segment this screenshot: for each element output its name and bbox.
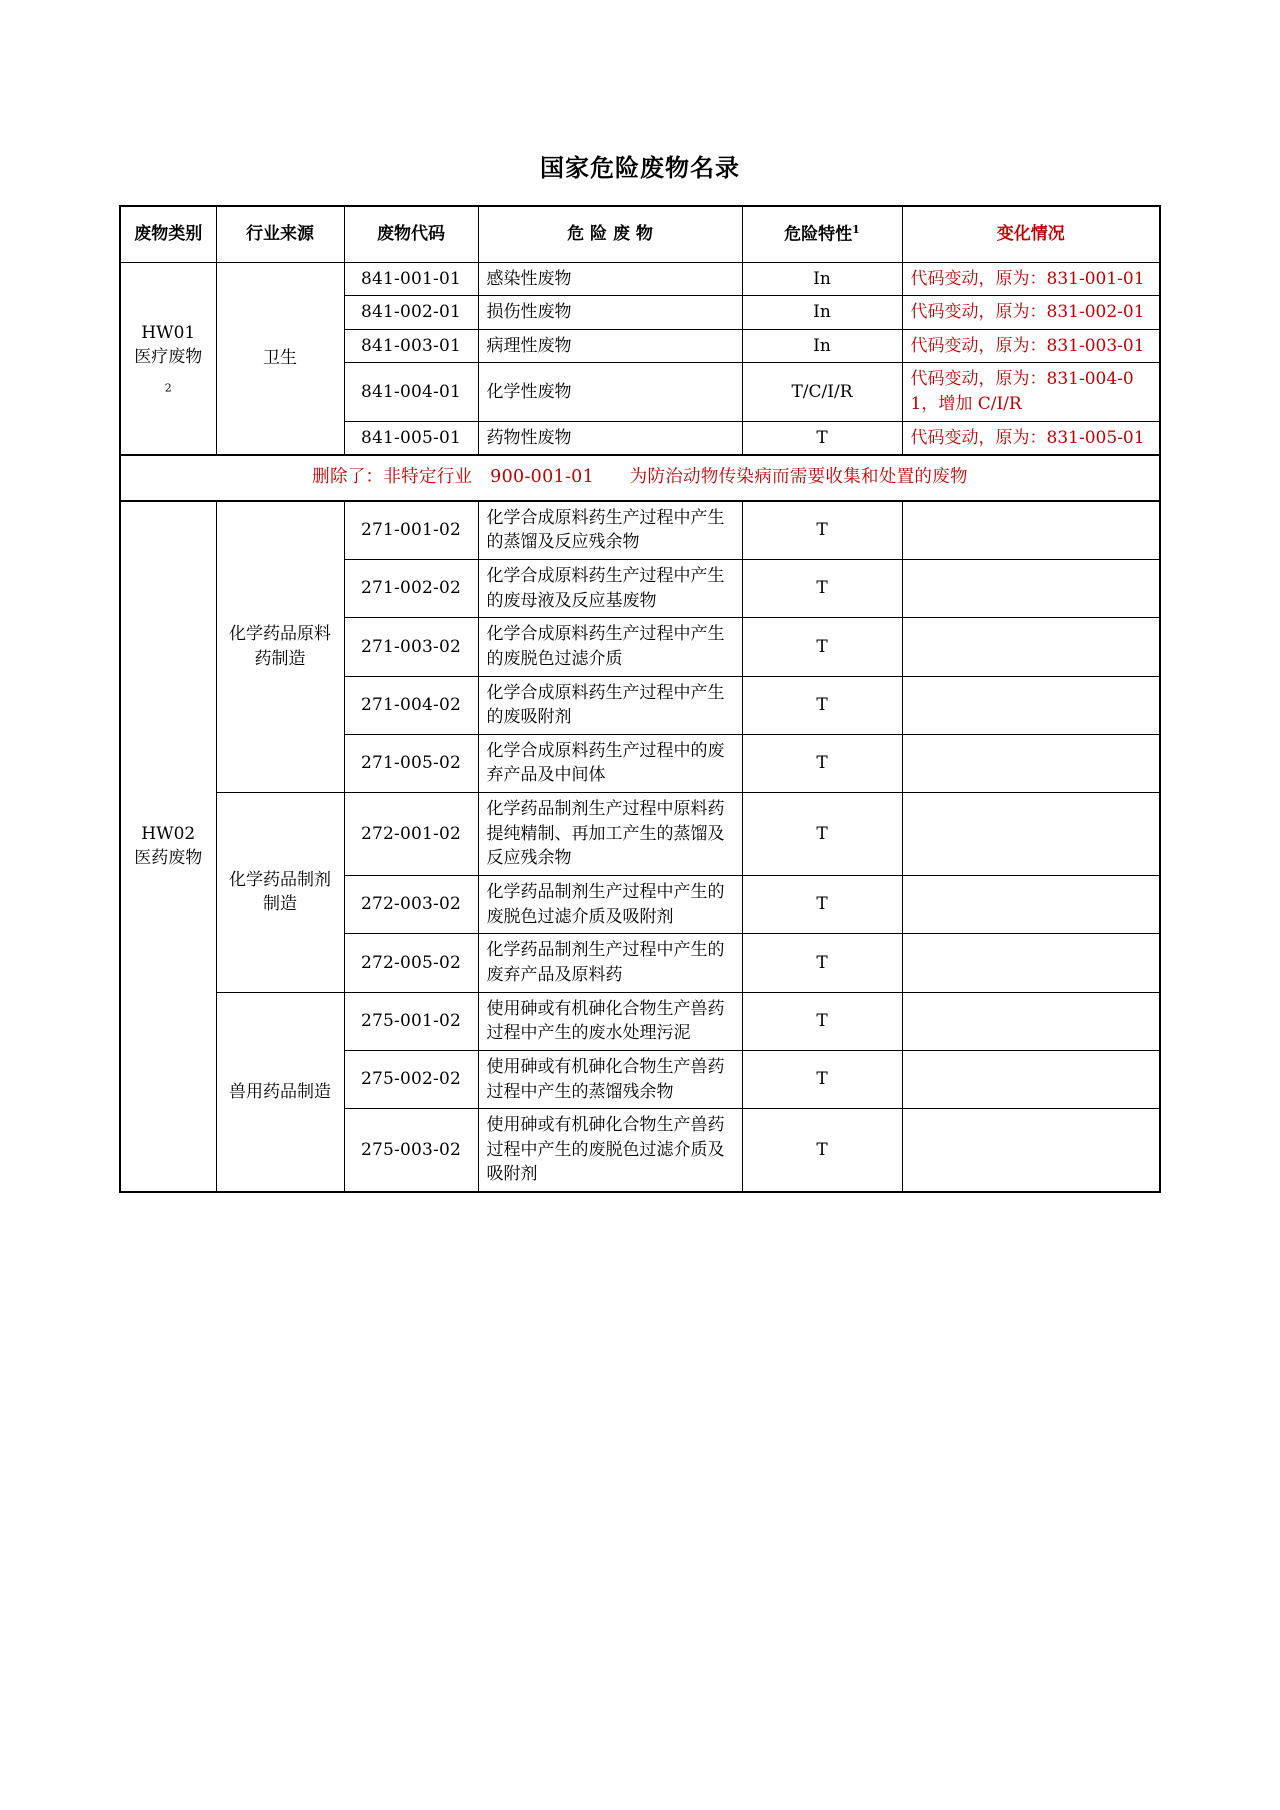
table-row xyxy=(120,262,1160,296)
cell-waste-name: 化学合成原料药生产过程中产生的废脱色过滤介质 xyxy=(478,618,742,676)
cell-code: 275-002-02 xyxy=(344,1050,478,1108)
cell-waste-name: 药物性废物 xyxy=(478,421,742,455)
cell-code: 272-001-02 xyxy=(344,793,478,876)
table-body xyxy=(120,262,1160,1192)
header-row xyxy=(120,206,1160,262)
cell-change xyxy=(902,992,1160,1050)
cell-hazard: T xyxy=(742,934,902,992)
cell-hazard: T xyxy=(742,676,902,734)
cell-change: 代码变动，原为：831-003-01 xyxy=(902,329,1160,363)
cell-waste-name: 使用砷或有机砷化合物生产兽药过程中产生的废水处理污泥 xyxy=(478,992,742,1050)
cell-code: 841-002-01 xyxy=(344,296,478,330)
cell-code: 275-001-02 xyxy=(344,992,478,1050)
cell-source-weisheng: 卫生 xyxy=(216,262,344,455)
cell-code: 271-001-02 xyxy=(344,501,478,560)
category-code: HW01 xyxy=(141,322,196,343)
cell-code: 271-004-02 xyxy=(344,676,478,734)
table-row xyxy=(120,793,1160,876)
cell-hazard: T xyxy=(742,876,902,934)
cell-change: 代码变动，原为：831-004-01，增加 C/I/R xyxy=(902,363,1160,421)
header-industry-source: 行业来源 xyxy=(216,206,344,262)
cell-hazard: In xyxy=(742,329,902,363)
cell-waste-name: 损伤性废物 xyxy=(478,296,742,330)
cell-code: 841-005-01 xyxy=(344,421,478,455)
header-hazardous-waste: 危 险 废 物 xyxy=(478,206,742,262)
cell-code: 841-004-01 xyxy=(344,363,478,421)
cell-hazard: T xyxy=(742,560,902,618)
page-title: 国家危险废物名录 xyxy=(540,154,740,182)
cell-change xyxy=(902,1050,1160,1108)
cell-change: 代码变动，原为：831-001-01 xyxy=(902,262,1160,296)
footnote-marker-1: 1 xyxy=(852,222,860,236)
cell-change xyxy=(902,560,1160,618)
category-code: HW02 xyxy=(141,823,196,844)
cell-hazard: In xyxy=(742,262,902,296)
cell-code: 271-002-02 xyxy=(344,560,478,618)
cell-code: 841-001-01 xyxy=(344,262,478,296)
header-waste-code: 废物代码 xyxy=(344,206,478,262)
cell-hazard: T xyxy=(742,501,902,560)
cell-waste-name: 化学性废物 xyxy=(478,363,742,421)
cell-waste-name: 化学合成原料药生产过程中产生的蒸馏及反应残余物 xyxy=(478,501,742,560)
cell-category-hw01 xyxy=(120,262,216,455)
cell-source-chem-prep xyxy=(216,793,344,992)
cell-code: 271-005-02 xyxy=(344,734,478,792)
table-row xyxy=(120,992,1160,1050)
cell-change xyxy=(902,934,1160,992)
header-changes: 变化情况 xyxy=(902,206,1160,262)
cell-hazard: T xyxy=(742,1109,902,1192)
cell-hazard: T xyxy=(742,992,902,1050)
cell-category-hw02 xyxy=(120,501,216,1192)
cell-waste-name: 化学药品制剂生产过程中产生的废脱色过滤介质及吸附剂 xyxy=(478,876,742,934)
cell-hazard: T xyxy=(742,421,902,455)
cell-change xyxy=(902,876,1160,934)
category-name: 医疗废物 xyxy=(134,347,203,368)
cell-waste-name: 病理性废物 xyxy=(478,329,742,363)
cell-hazard: In xyxy=(742,296,902,330)
cell-change xyxy=(902,676,1160,734)
deletion-note: 删除了：非特定行业 900-001-01 为防治动物传染病而需要收集和处置的废物 xyxy=(120,455,1160,500)
cell-change xyxy=(902,1109,1160,1192)
cell-waste-name: 化学合成原料药生产过程中产生的废吸附剂 xyxy=(478,676,742,734)
cell-hazard: T xyxy=(742,618,902,676)
cell-source-vet-drug: 兽用药品制造 xyxy=(216,992,344,1192)
cell-hazard: T xyxy=(742,1050,902,1108)
source-label-line1: 化学药品制剂 xyxy=(229,869,331,890)
cell-waste-name: 化学合成原料药生产过程中的废弃产品及中间体 xyxy=(478,734,742,792)
table-header xyxy=(120,206,1160,262)
cell-change: 代码变动，原为：831-005-01 xyxy=(902,421,1160,455)
cell-code: 272-005-02 xyxy=(344,934,478,992)
table-row xyxy=(120,501,1160,560)
cell-source-chem-api xyxy=(216,501,344,793)
cell-waste-name: 化学药品制剂生产过程中原料药提纯精制、再加工产生的蒸馏及反应残余物 xyxy=(478,793,742,876)
cell-change xyxy=(902,501,1160,560)
cell-change xyxy=(902,734,1160,792)
header-hazard-property-label: 危险特性 xyxy=(784,224,853,245)
cell-code: 841-003-01 xyxy=(344,329,478,363)
cell-change: 代码变动，原为：831-002-01 xyxy=(902,296,1160,330)
cell-code: 271-003-02 xyxy=(344,618,478,676)
header-hazard-property xyxy=(742,206,902,262)
cell-waste-name: 化学药品制剂生产过程中产生的废弃产品及原料药 xyxy=(478,934,742,992)
category-name: 医药废物 xyxy=(134,848,203,869)
deletion-note-row xyxy=(120,455,1160,500)
cell-waste-name: 使用砷或有机砷化合物生产兽药过程中产生的蒸馏残余物 xyxy=(478,1050,742,1108)
cell-change xyxy=(902,618,1160,676)
category-footnote-marker: 2 xyxy=(164,381,172,395)
cell-hazard: T xyxy=(742,793,902,876)
cell-code: 275-003-02 xyxy=(344,1109,478,1192)
source-label-line2: 制造 xyxy=(263,894,297,915)
cell-hazard: T/C/I/R xyxy=(742,363,902,421)
cell-change xyxy=(902,793,1160,876)
hazardous-waste-table xyxy=(119,205,1161,1193)
source-label-line2: 药制造 xyxy=(254,648,306,669)
cell-waste-name: 感染性废物 xyxy=(478,262,742,296)
header-waste-category: 废物类别 xyxy=(120,206,216,262)
cell-waste-name: 使用砷或有机砷化合物生产兽药过程中产生的废脱色过滤介质及吸附剂 xyxy=(478,1109,742,1192)
cell-code: 272-003-02 xyxy=(344,876,478,934)
cell-hazard: T xyxy=(742,734,902,792)
cell-waste-name: 化学合成原料药生产过程中产生的废母液及反应基废物 xyxy=(478,560,742,618)
source-label-line1: 化学药品原料 xyxy=(229,624,331,645)
